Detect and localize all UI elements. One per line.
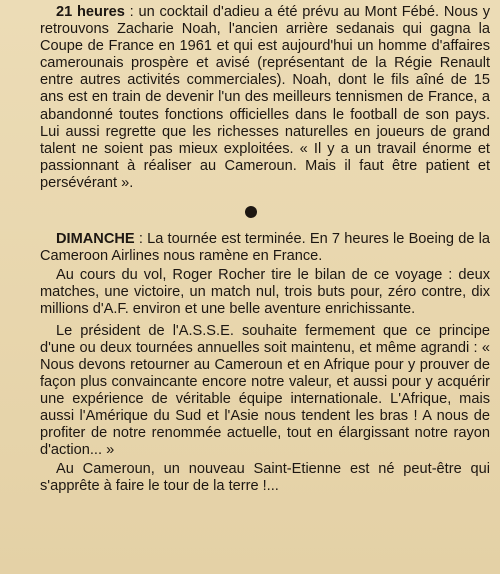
sunday-text: : La tournée est terminée. En 7 heures le Boeing de la Cameroon Airlines nous ramène en France. (40, 231, 490, 265)
evening-text: : un cocktail d'adieu a été prévu au Mont Fébé. Nous y retrouvons Zacharie Noah, l'ancien arrière sedanais qui gagna la Coupe de France en 1961 et qui est aujourd'hui un homme d'affaires camerounais prospère et avisé (représentant de la Régie Renault entre autres activités commerciales). Noah, dont le fils aîné de 15 ans est en train de devenir l'un des meilleurs tennismen de France, a abandonné toutes fonctions officielles dans le football de son pays. Lui aussi regrette que les richesses naturelles en joueurs de grand talent ne soient pas mieux exploitées. « Il y a un travail énorme et passionnant à réaliser au Cameroun. Mais il faut être patient et persévérant ». (40, 4, 490, 191)
president-paragraph: Le président de l'A.S.S.E. souhaite fermement que ce principe d'une ou deux tournées annuelles soit maintenu, et même agrandi : « Nous devons retourner au Cameroun et en Afrique pour y prouver de façon plus convaincante encore notre valeur, et aussi pour y acquérir une expérience de véritable équipe internationale. L'Afrique, mais aussi l'Amérique du Sud et l'Asie nous tendent les bras ! A nous de profiter de notre renommée actuelle, tout en élargissant notre rayon d'action... » (40, 322, 490, 459)
day-lead: DIMANCHE (56, 231, 135, 248)
sunday-paragraph (40, 231, 490, 265)
flight-paragraph: Au cours du vol, Roger Rocher tire le bilan de ce voyage : deux matches, une victoire, un match nul, trois buts pour, zéro contre, dix millions d'A.F. environ et une belle aventure enrichissante. (40, 267, 490, 318)
section-separator-dot (245, 206, 257, 218)
time-lead: 21 heures (56, 4, 125, 20)
evening-paragraph (40, 4, 490, 192)
closing-paragraph: Au Cameroun, un nouveau Saint-Etienne est né peut-être qui s'apprête à faire le tour de la terre !... (40, 461, 490, 495)
